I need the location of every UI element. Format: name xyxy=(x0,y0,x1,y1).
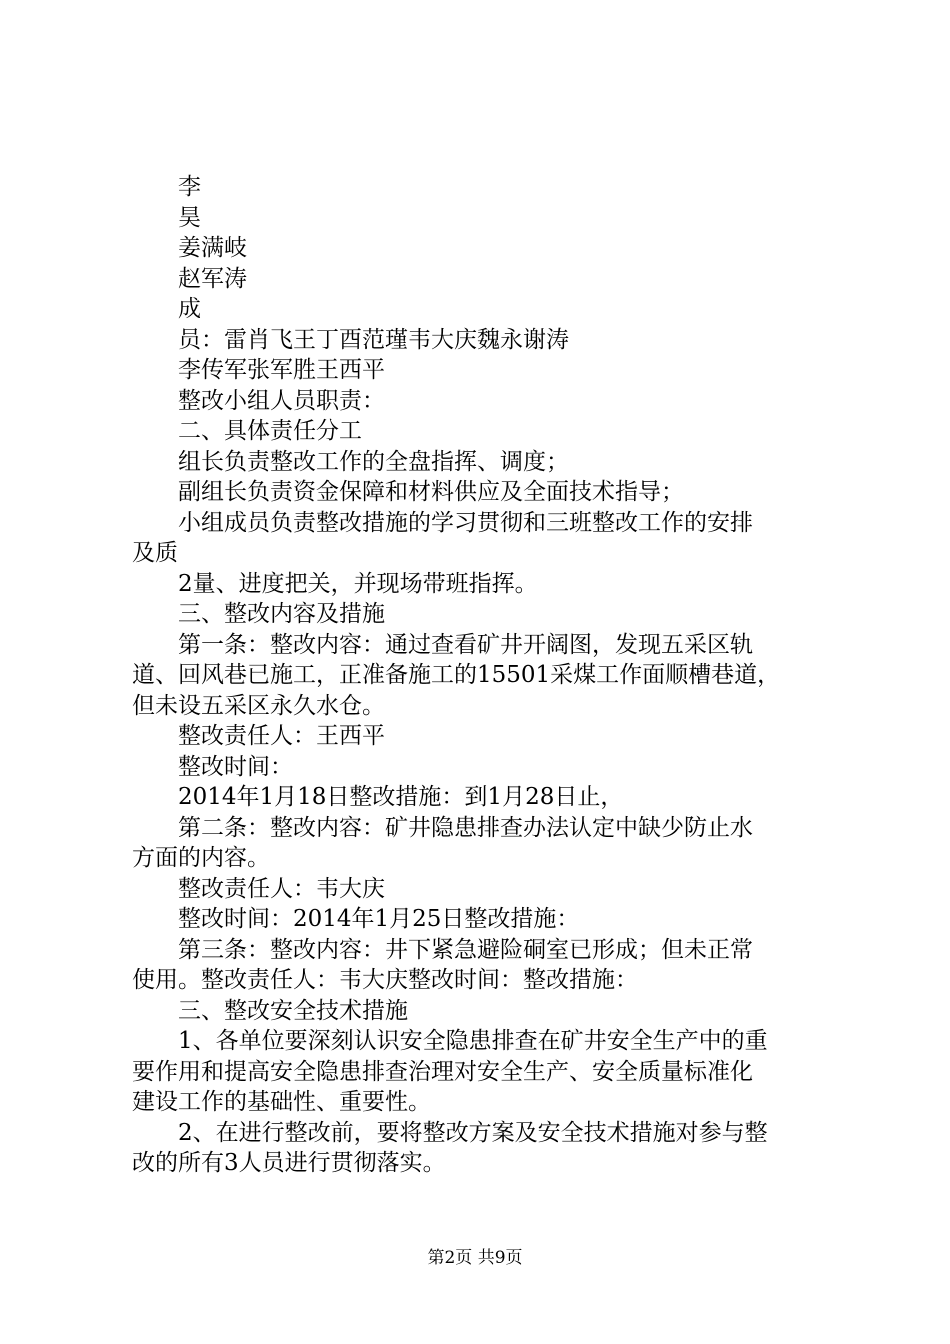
text-line: 2量、进度把关，并现场带班指挥。 xyxy=(178,570,538,597)
text-line: 建设工作的基础性、重要性。 xyxy=(132,1089,431,1115)
text-line: 三、整改内容及措施 xyxy=(178,601,385,627)
text-line: 整改责任人：王西平 xyxy=(178,723,385,749)
text-line: 李传军张军胜王西平 xyxy=(178,357,385,383)
text-line: 道、回风巷已施工，正准备施工的15501采煤工作面顺槽巷道， xyxy=(132,662,781,688)
text-line: 员：雷肖飞王丁酉范瑾韦大庆魏永谢涛 xyxy=(178,326,569,353)
text-line: 小组成员负责整改措施的学习贯彻和三班整改工作的安排 xyxy=(178,509,753,536)
text-line: 第二条：整改内容：矿井隐患排查办法认定中缺少防止水 xyxy=(178,814,753,841)
text-line: 第一条：整改内容：通过查看矿井开阔图，发现五采区轨 xyxy=(178,631,753,658)
text-line: 副组长负责资金保障和材料供应及全面技术指导； xyxy=(178,479,684,505)
text-line: 1、各单位要深刻认识安全隐患排查在矿井安全生产中的重 xyxy=(178,1028,768,1054)
text-line: 但未设五采区永久水仓。 xyxy=(132,692,385,719)
text-line: 及质 xyxy=(132,540,178,566)
text-line: 要作用和提高安全隐患排查治理对安全生产、安全质量标准化 xyxy=(132,1058,753,1085)
text-line: 三、整改安全技术措施 xyxy=(178,997,408,1024)
text-line: 使用。整改责任人：韦大庆整改时间：整改措施： xyxy=(132,967,638,993)
text-line: 整改时间：2014年1月25日整改措施： xyxy=(178,906,580,932)
text-line: 昊 xyxy=(178,204,201,231)
text-line: 方面的内容。 xyxy=(132,845,270,871)
page-footer: 第2页 共9页 xyxy=(427,1248,523,1268)
text-line: 改的所有3人员进行贯彻落实。 xyxy=(132,1150,446,1176)
document-body xyxy=(132,172,832,1179)
text-line: 成 xyxy=(178,296,201,322)
text-line: 李 xyxy=(178,174,201,200)
text-line: 整改小组人员职责： xyxy=(178,387,385,414)
text-line: 第三条：整改内容：井下紧急避险硐室已形成；但未正常 xyxy=(178,936,753,963)
text-line: 2014年1月18日整改措施：到1月28日止， xyxy=(178,784,624,810)
text-line: 赵军涛 xyxy=(178,265,247,292)
text-line: 2、在进行整改前，要将整改方案及安全技术措施对参与整 xyxy=(178,1119,768,1146)
text-line: 整改责任人：韦大庆 xyxy=(178,875,385,902)
text-line: 组长负责整改工作的全盘指挥、调度； xyxy=(178,448,569,475)
text-line: 整改时间： xyxy=(178,753,293,780)
text-line: 姜满岐 xyxy=(178,235,247,261)
text-line: 二、具体责任分工 xyxy=(178,418,362,444)
